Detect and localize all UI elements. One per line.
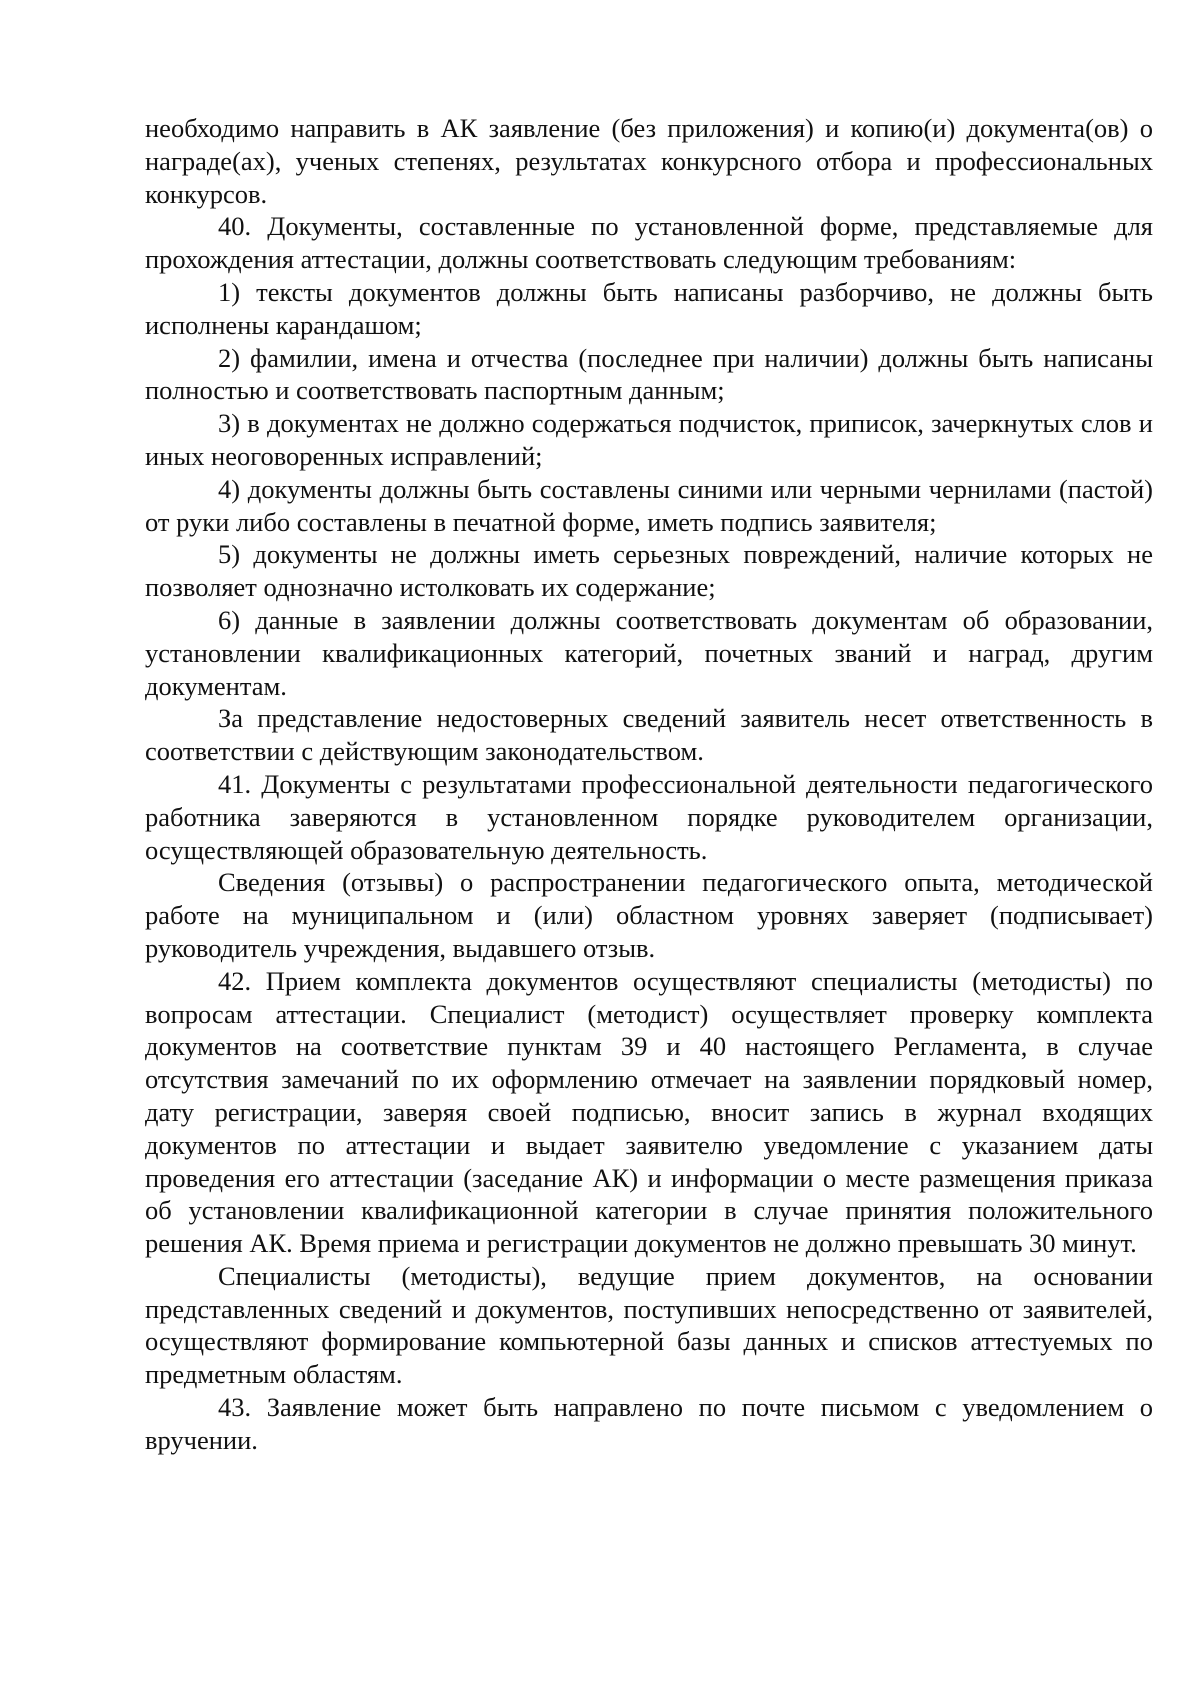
- paragraph-responsibility: За представление недостоверных сведений заявитель несет ответственность в соответствии с действующим законодательством.: [145, 703, 1153, 767]
- paragraph-item-42: 42. Прием комплекта документов осуществляют специалисты (методисты) по вопросам аттестации. Специалист (методист) осуществляет проверку комплекта документов на соответствие пунктам 39 и 40 настоящего Регламента, в случае отсутствия замечаний по их оформлению отмечает на заявлении порядковый номер, дату регистрации, заверяя своей подписью, вносит запись в журнал входящих документов по аттестации и выдает заявителю уведомление с указанием даты проведения его аттестации (заседание АК) и информации о месте размещения приказа об установлении квалификационной категории в случае принятия положительного решения АК. Время приема и регистрации документов не должно превышать 30 минут.: [145, 965, 1153, 1259]
- paragraph-specialists: Специалисты (методисты), ведущие прием документов, на основании представленных сведений и документов, поступивших непосредственно от заявителей, осуществляют формирование компьютерной базы данных и списков аттестуемых по предметным областям.: [145, 1260, 1153, 1390]
- paragraph-requirement-2: 2) фамилии, имена и отчества (последнее при наличии) должны быть написаны полностью и соответствовать паспортным данным;: [145, 342, 1153, 406]
- paragraph-requirement-5: 5) документы не должны иметь серьезных повреждений, наличие которых не позволяет однозначно истолковать их содержание;: [145, 539, 1153, 603]
- paragraph-requirement-4: 4) документы должны быть составлены синими или черными чернилами (пастой) от руки либо составлены в печатной форме, иметь подпись заявителя;: [145, 473, 1153, 537]
- paragraph-item-40: 40. Документы, составленные по установленной форме, представляемые для прохождения аттестации, должны соответствовать следующим требованиям:: [145, 211, 1153, 275]
- paragraph-reviews: Сведения (отзывы) о распространении педагогического опыта, методической работе на муниципальном и (или) областном уровнях заверяет (подписывает) руководитель учреждения, выдавшего отзыв.: [145, 867, 1153, 963]
- paragraph-item-43: 43. Заявление может быть направлено по почте письмом с уведомлением о вручении.: [145, 1392, 1153, 1455]
- document-page: [145, 112, 1153, 1457]
- paragraph-requirement-6: 6) данные в заявлении должны соответствовать документам об образовании, установлении квалификационных категорий, почетных званий и наград, другим документам.: [145, 604, 1153, 701]
- paragraph-continuation: необходимо направить в АК заявление (без приложения) и копию(и) документа(ов) о награде(ах), ученых степенях, результатах конкурсного отбора и профессиональных конкурсов.: [145, 113, 1153, 209]
- paragraph-requirement-3: 3) в документах не должно содержаться подчисток, приписок, зачеркнутых слов и иных неоговоренных исправлений;: [145, 408, 1153, 471]
- paragraph-item-41: 41. Документы с результатами профессиональной деятельности педагогического работника заверяются в установленном порядке руководителем организации, осуществляющей образовательную деятельность.: [145, 768, 1153, 865]
- paragraph-requirement-1: 1) тексты документов должны быть написаны разборчиво, не должны быть исполнены карандашом;: [145, 276, 1153, 340]
